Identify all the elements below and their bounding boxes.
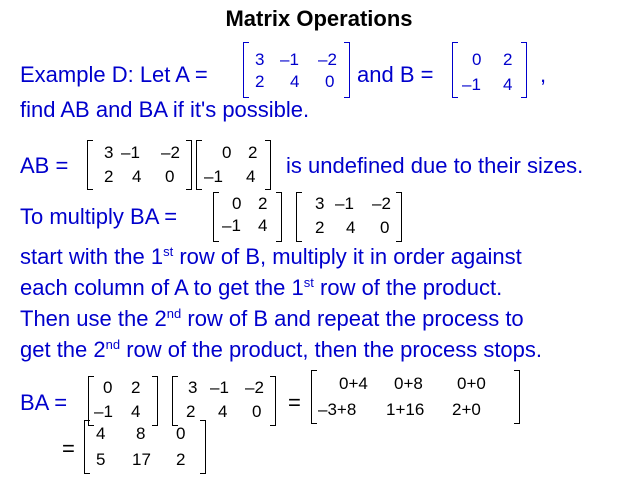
ab-a-r2c1: 2 [104, 167, 114, 186]
ba-final-r2c2: 17 [132, 450, 151, 469]
ab-a-r2c2: 4 [132, 167, 142, 186]
ab-b-right-bracket [265, 140, 271, 190]
example-find-text: find AB and BA if it's possible. [20, 97, 310, 122]
ba-sum-r1c1: 0+4 [339, 374, 368, 393]
ba-intro-a-r1c3: –2 [372, 194, 391, 213]
ba-sum-r1c2: 0+8 [394, 374, 423, 393]
matrix-a-r2c3: 0 [325, 72, 335, 91]
ba-final-r1c2: 8 [136, 424, 146, 443]
ba-intro-b-r1c1: 0 [232, 194, 242, 213]
ba-result-b-r1c1: 0 [103, 378, 113, 397]
example-and-b: and B = [357, 62, 434, 87]
matrix-b-left-bracket [452, 42, 458, 98]
matrix-b-r1c2: 2 [503, 50, 513, 69]
ab-undefined-message: is undefined due to their sizes. [286, 153, 584, 178]
ba-intro-b-r2c2: 4 [258, 216, 268, 235]
ba-final-equals: = [62, 436, 75, 461]
ab-b-left-bracket [196, 140, 202, 190]
ab-a-left-bracket [87, 140, 93, 190]
ba-final-r1c3: 0 [176, 424, 186, 443]
matrix-a-r2c2: 4 [290, 72, 300, 91]
ba-result-label: BA = [20, 390, 68, 415]
ba-intro-a-r1c1: 3 [315, 194, 325, 213]
ba-final-right-bracket [200, 420, 206, 474]
matrix-a-r2c1: 2 [255, 72, 265, 91]
matrix-b-r2c1: –1 [462, 75, 481, 94]
explanation-line-4: get the 2nd row of the product, then the process stops. [20, 337, 543, 362]
ab-label: AB = [20, 153, 69, 178]
ab-a-r1c2: –1 [121, 143, 140, 162]
ba-result-b-r2c2: 4 [131, 402, 141, 421]
ba-sum-r2c3: 2+0 [452, 400, 481, 419]
example-prefix: Example D: Let A = [20, 62, 208, 87]
ba-intro-a-r2c1: 2 [315, 218, 325, 237]
ab-a-r1c1: 3 [104, 143, 114, 162]
ab-a-r1c3: –2 [161, 143, 180, 162]
matrix-a-r1c1: 3 [255, 50, 265, 69]
ba-sum-r2c2: 1+16 [386, 400, 425, 419]
matrix-a-r1c2: –1 [280, 50, 299, 69]
ba-intro-b-r2c1: –1 [222, 216, 241, 235]
matrix-a-right-bracket [344, 42, 350, 98]
ba-intro-b-r1c2: 2 [258, 194, 268, 213]
ba-intro-a-right-bracket [396, 192, 402, 242]
ba-result-a-r1c1: 3 [188, 378, 198, 397]
ba-result-a-r1c3: –2 [245, 378, 264, 397]
matrix-b-r1c1: 0 [472, 50, 482, 69]
matrix-a-r1c3: –2 [318, 50, 337, 69]
ba-result-b-r1c2: 2 [131, 378, 141, 397]
ab-a-r2c3: 0 [165, 167, 175, 186]
ba-final-left-bracket [84, 420, 90, 474]
ab-b-r1c2: 2 [248, 143, 258, 162]
ba-result-a-right-bracket [270, 376, 276, 426]
ba-sum-r1c3: 0+0 [457, 374, 486, 393]
explanation-line-2: each column of A to get the 1st row of the product. [20, 275, 503, 300]
ba-intro-a-r2c2: 4 [346, 218, 356, 237]
ba-sum-left-bracket [311, 370, 317, 424]
ba-result-a-left-bracket [172, 376, 178, 426]
ba-intro-b-right-bracket [276, 192, 282, 242]
ba-intro-label: To multiply BA = [20, 204, 178, 229]
ba-result-a-r1c2: –1 [210, 378, 229, 397]
ab-b-r2c2: 4 [246, 167, 256, 186]
ba-result-equals: = [288, 390, 301, 415]
matrix-b-r2c2: 4 [503, 75, 513, 94]
ba-final-r1c1: 4 [96, 424, 106, 443]
page-title: Matrix Operations [225, 6, 413, 31]
ba-result-a-r2c1: 2 [186, 402, 196, 421]
ba-intro-a-r2c3: 0 [380, 218, 390, 237]
ba-result-b-r2c1: –1 [94, 402, 113, 421]
matrix-a-left-bracket [243, 42, 249, 98]
ba-final-r2c3: 2 [176, 450, 186, 469]
example-comma: , [540, 62, 547, 87]
ab-b-r1c1: 0 [222, 143, 232, 162]
ba-result-b-right-bracket [152, 376, 158, 426]
ba-intro-a-r1c2: –1 [335, 194, 354, 213]
matrix-b-right-bracket [521, 42, 527, 98]
ab-b-r2c1: –1 [204, 167, 223, 186]
explanation-line-3: Then use the 2nd row of B and repeat the process to [20, 306, 524, 331]
ba-sum-right-bracket [514, 370, 520, 424]
ba-sum-r2c1: –3+8 [318, 400, 357, 419]
ba-intro-b-left-bracket [213, 192, 219, 242]
ba-result-a-r2c3: 0 [252, 402, 262, 421]
ba-intro-a-left-bracket [296, 192, 302, 242]
ba-final-r2c1: 5 [96, 450, 106, 469]
ba-result-a-r2c2: 4 [218, 402, 228, 421]
ab-a-right-bracket [186, 140, 192, 190]
explanation-line-1: start with the 1st row of B, multiply it in order against [20, 244, 522, 269]
